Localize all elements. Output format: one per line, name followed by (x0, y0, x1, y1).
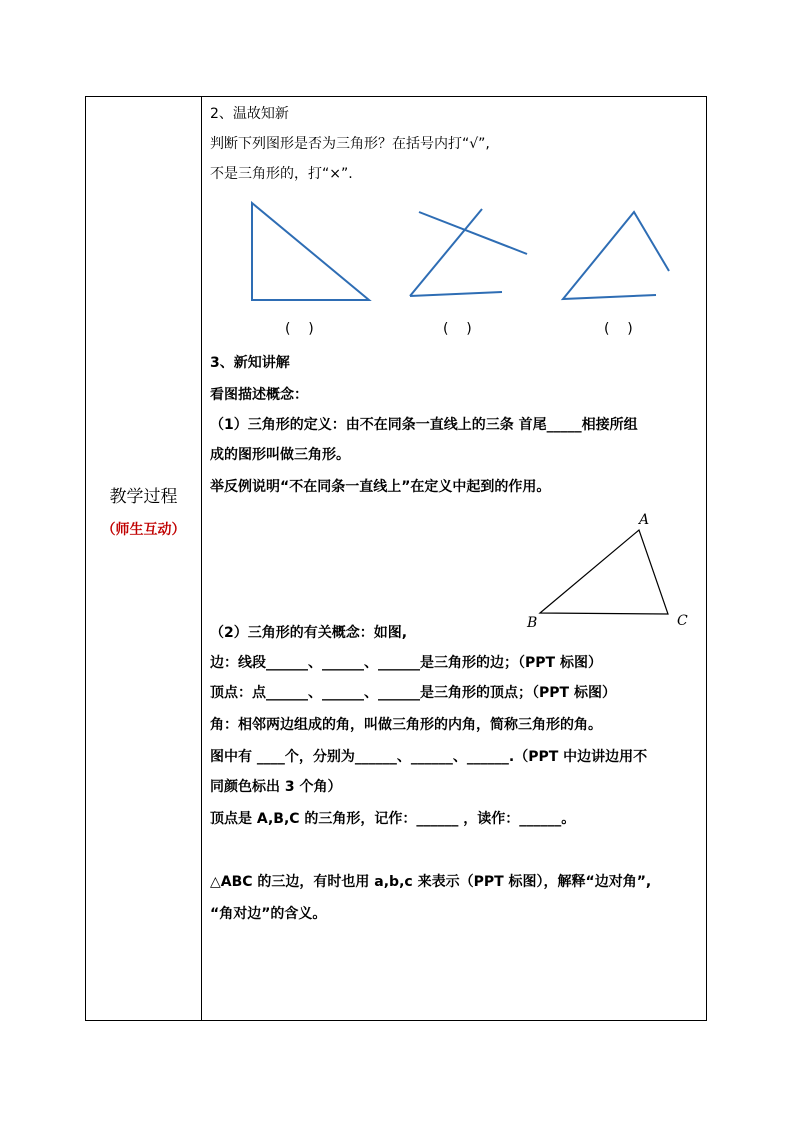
vertex-label-a: A (639, 512, 650, 528)
sides-line: 边：线段______、______、______是三角形的边；（PPT 标图） (210, 655, 602, 671)
answer-paren-3[interactable]: ( ) (604, 321, 633, 337)
answer-paren-2[interactable]: ( ) (443, 321, 472, 337)
concepts-intro: （2）三角形的有关概念：如图, (210, 625, 408, 641)
instruction-line-1: 判断下列图形是否为三角形？在括号内打“√”, (210, 136, 490, 152)
process-sublabel: （师生互动） (101, 522, 186, 538)
definition-line-2: 成的图形叫做三角形。 (210, 447, 350, 463)
vertices-line: 顶点：点______、______、______是三角形的顶点；（PPT 标图） (210, 685, 616, 701)
abc-line-1: △ABC 的三边，有时也用 a,b,c 来表示（PPT 标图），解释“边对角”, (210, 874, 652, 890)
angle-count-line-1: 图中有 ____个，分别为______、______、______.（PPT 中边讲边用不 (210, 749, 648, 765)
angle-definition: 角：相邻两边组成的角，叫做三角形的内角，简称三角形的角。 (210, 717, 602, 733)
definition-line-1: （1）三角形的定义：由不在同条一直线上的三条 首尾_____相接所组 (210, 417, 638, 433)
lesson-table (85, 96, 707, 1021)
section2-heading: 2、温故知新 (210, 106, 289, 122)
answer-paren-1[interactable]: ( ) (285, 321, 314, 337)
angle-count-line-2: 同颜色标出 3 个角） (210, 779, 342, 795)
section3-intro: 看图描述概念： (210, 387, 308, 403)
column-divider (201, 97, 202, 1020)
vertex-label-c: C (677, 613, 688, 629)
process-label: 教学过程 (109, 487, 178, 507)
instruction-line-2: 不是三角形的，打“×”. (210, 166, 353, 182)
notation-line: 顶点是 A,B,C 的三角形，记作：______ ，读作：______。 (210, 811, 576, 827)
section3-heading: 3、新知讲解 (210, 355, 290, 371)
counter-example: 举反例说明“不在同条一直线上”在定义中起到的作用。 (210, 479, 551, 495)
vertex-label-b: B (527, 615, 538, 631)
abc-line-2: “角对边”的含义。 (210, 906, 327, 922)
